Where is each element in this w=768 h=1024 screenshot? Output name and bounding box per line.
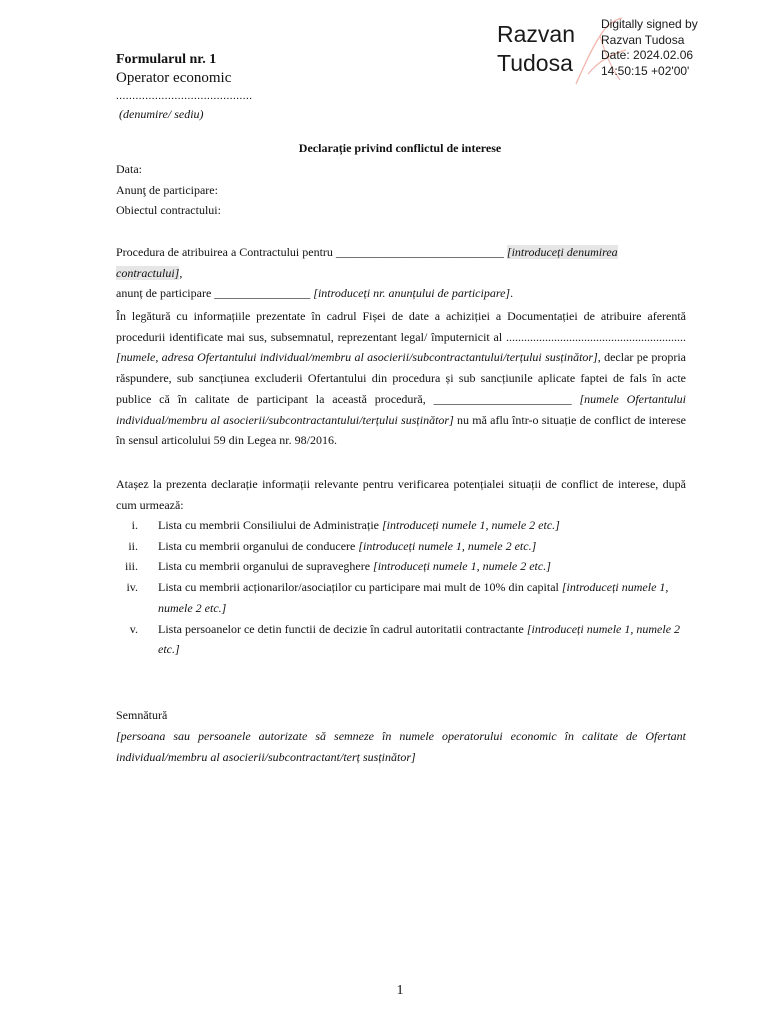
list-item-placeholder: [introduceți numele 1, numele 2 etc.] xyxy=(381,518,560,532)
list-item-text: Lista cu membrii organului de supraveghere xyxy=(158,559,374,574)
list-item-placeholder: [introduceți numele 1, numele 2 etc.] xyxy=(158,580,669,615)
bidder-name-placeholder: [numele Ofertantului individual/membru al asocierii/subcontractantului/terțului susținător] xyxy=(116,391,687,427)
field-anunt: Anunţ de participare: xyxy=(116,182,218,197)
list-item-placeholder: [introduceți numele 1, numele 2 etc.] xyxy=(373,559,551,574)
operator-name-blank: .......................................... xyxy=(116,90,253,102)
procedure-line-1 xyxy=(116,242,686,283)
list-item-placeholder: [introduceți numele 1, numele 2 etc.] xyxy=(158,621,681,657)
form-number: Formularul nr. 1 xyxy=(116,52,217,67)
procedure-comma: , xyxy=(179,265,183,280)
procedure-text: Procedura de atribuirea a Contractului pentru ____________________________ xyxy=(116,245,507,259)
signer-last-name: Tudosa xyxy=(497,50,573,76)
signature-label: Semnătură xyxy=(116,708,168,722)
declaration-text-2: , declar pe propria răspundere, sub sancțiunea excluderii Ofertantului din procedura și sub sancțiunile aplicate faptei de fals în acte publice că în calitate de participant la această procedură, _______________________ xyxy=(116,350,686,406)
list-item-text: Lista persoanelor ce detin functii de decizie în cadrul autoritatii contractante xyxy=(158,621,527,636)
procedure-line-2 xyxy=(116,283,686,304)
declaration-paragraph xyxy=(116,306,686,451)
list-item-number: i. xyxy=(131,518,138,532)
list-item-text: Lista cu membrii acționarilor/asociaților cu participare mai mult de 10% din capital xyxy=(158,580,562,595)
list-item xyxy=(116,515,686,536)
list-item-number: ii. xyxy=(128,538,138,553)
contract-name-placeholder: [introduceți denumirea contractului] xyxy=(116,245,618,280)
announcement-placeholder: [introduceți nr. anunțului de participare] xyxy=(313,286,511,301)
attach-intro: Atașez la prezenta declarație informații relevante pentru verificarea potențialei situații de conflict de interese, după cum urmează: xyxy=(116,477,686,512)
procedure-paragraph xyxy=(116,242,686,304)
list-item-text: Lista cu membrii organului de conducere xyxy=(158,538,359,553)
list-item-number: iii. xyxy=(124,559,138,574)
declaration-text-3: nu mă aflu într-o situație de conflict de interese în sensul articolului 59 din Legea nr. 98/2016. xyxy=(116,412,686,448)
bidder-details-placeholder: [numele, adresa Ofertantului individual/membru al asocierii/subcontractantului/terțului susținător] xyxy=(116,350,598,365)
declaration-text-1: În legătură cu informațiile prezentate în cadrul Fișei de date a achiziției a Documentației de atribuire aferentă procedurii identificate mai sus, subsemnatul, reprezentant legal/ împuternicit al ............................................................ xyxy=(116,309,686,344)
operator-name-hint: (denumire/ sediu) xyxy=(119,107,204,121)
sig-line-1: Digitally signed by xyxy=(601,17,698,31)
document-title: Declarație privind conflictul de interese xyxy=(298,141,502,155)
sig-line-2: Razvan Tudosa xyxy=(601,32,685,47)
announcement-text: anunț de participare ________________ xyxy=(116,286,314,301)
sig-line-3: Date: 2024.02.06 xyxy=(601,48,694,62)
list-item-placeholder: [introduceți numele 1, numele 2 etc.] xyxy=(358,538,537,553)
signer-first-name: Razvan xyxy=(497,21,575,47)
list-item-number: iv. xyxy=(126,580,138,595)
page-number: 1 xyxy=(396,983,404,998)
list-item xyxy=(116,577,686,618)
list-item xyxy=(116,619,686,660)
digital-signature-details xyxy=(601,17,741,79)
field-data: Data: xyxy=(116,162,142,176)
signature-description: [persoana sau persoanele autorizate să semneze în numele operatorului economic în calitate de Ofertant individual/membru al asocierii/subcontractant/terț susținător] xyxy=(116,729,686,764)
attachment-list xyxy=(116,515,686,660)
document-fields xyxy=(116,159,686,221)
signer-name xyxy=(497,20,597,78)
field-obiect: Obiectul contractului: xyxy=(116,203,221,218)
list-item-text: Lista cu membrii Consiliului de Administrație xyxy=(158,518,382,532)
list-item xyxy=(116,536,686,557)
list-item xyxy=(116,556,686,577)
list-item-number: v. xyxy=(129,621,138,636)
sig-line-4: 14:50:15 +02'00' xyxy=(601,63,690,78)
announcement-period: . xyxy=(510,286,514,301)
operator-label: Operator economic xyxy=(116,70,232,86)
